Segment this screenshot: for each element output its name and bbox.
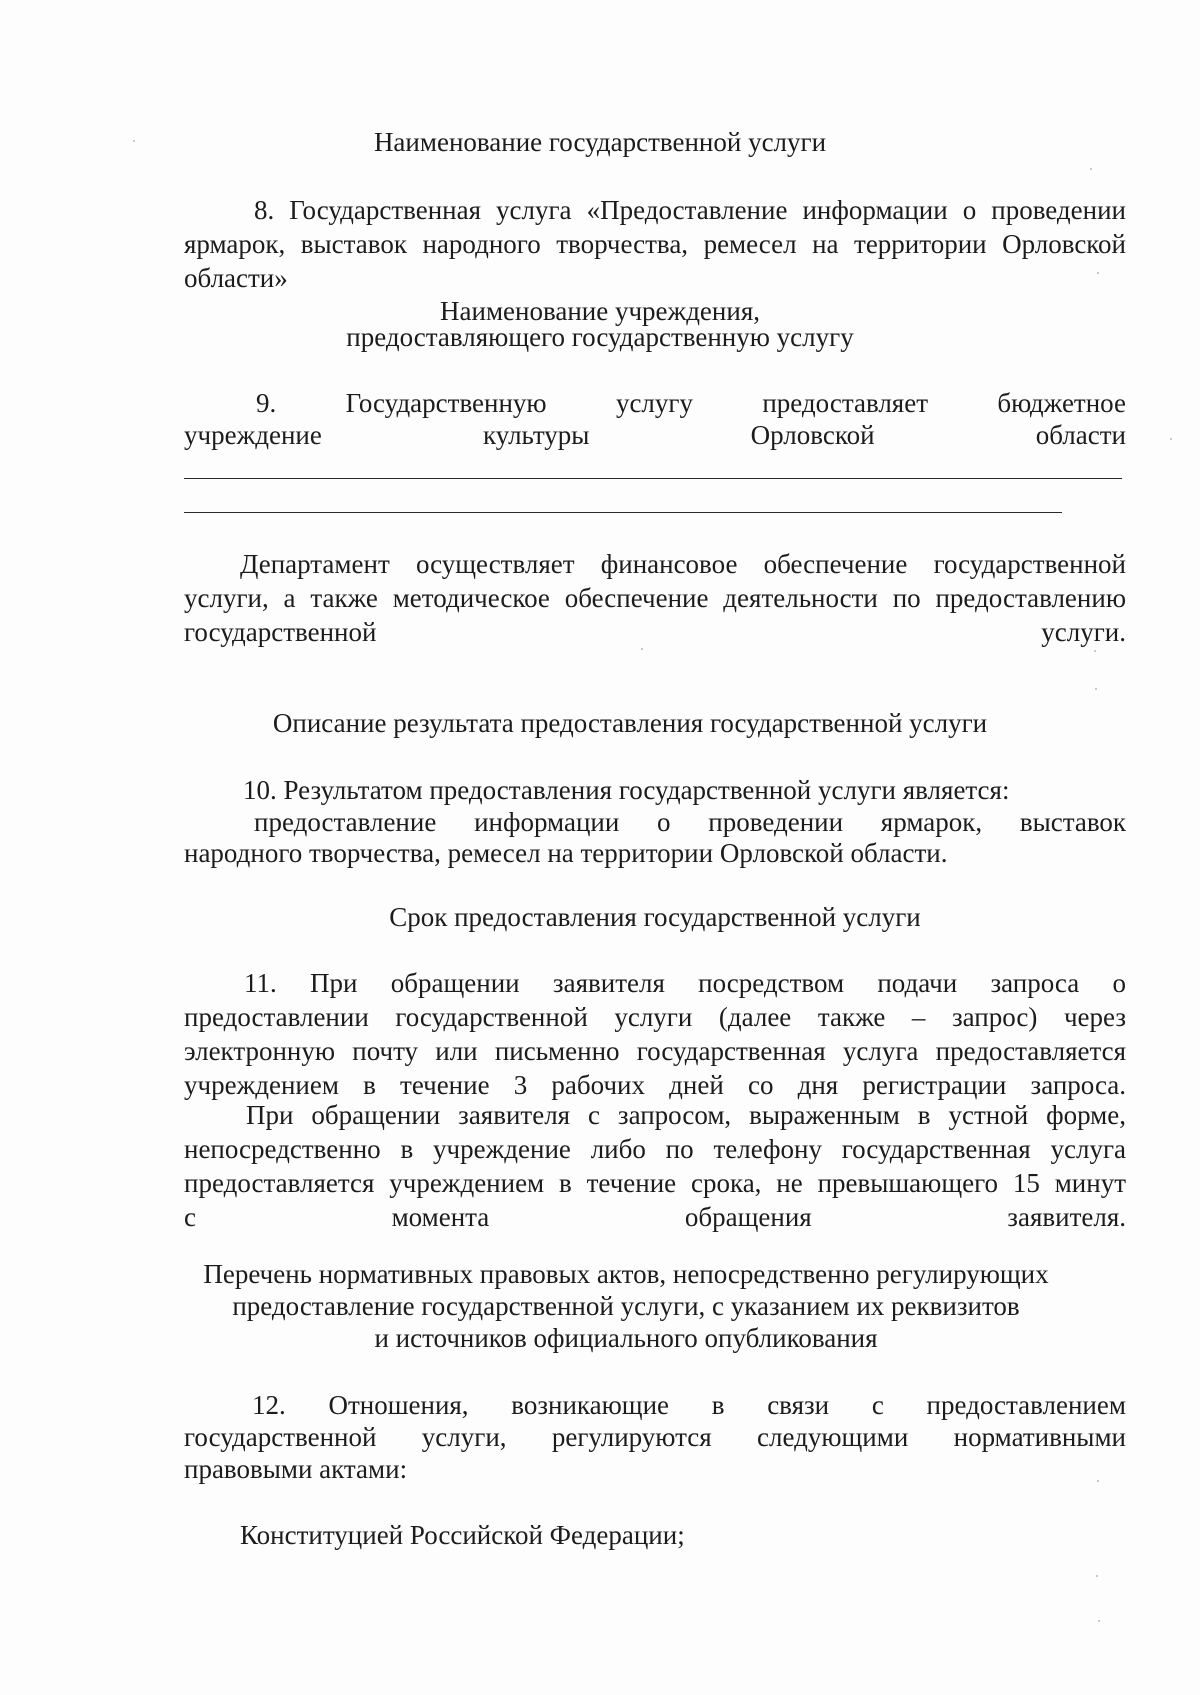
heading-institution-line: предоставляющего государственную услугу	[346, 322, 854, 352]
paragraph-11-line: учреждением в течение 3 рабочих дней со дня регистрации запроса.	[184, 1070, 1126, 1100]
scan-speck	[1090, 168, 1092, 170]
paragraph-9-word: услугу	[615, 388, 693, 418]
paragraph-8-line: области»	[184, 263, 288, 293]
paragraph-department	[184, 547, 1126, 649]
scan-speck	[1170, 438, 1172, 440]
paragraph-9-word: бюджетное	[997, 388, 1126, 418]
paragraph-10-line: 10. Результатом предоставления государственной услуги является:	[243, 775, 1010, 805]
paragraph-12-line-1	[252, 1388, 1126, 1422]
paragraph-12-line-2	[184, 1420, 1126, 1454]
paragraph-12-word: с	[871, 1390, 884, 1420]
scan-speck	[1095, 688, 1097, 690]
paragraph-11	[184, 966, 1126, 1102]
paragraph-10-line-text: предоставление информации о проведении ярмарок, выставок	[254, 807, 1126, 837]
paragraph-9-word: 9.	[256, 388, 277, 418]
paragraph-10-line	[254, 805, 1126, 839]
paragraph-12-word: Отношения,	[328, 1390, 469, 1420]
paragraph-12-word: регулируются	[551, 1422, 712, 1452]
paragraph-department-line: Департамент осуществляет финансовое обеспечение государственной	[240, 549, 1126, 579]
paragraph-9-word: области	[1035, 420, 1126, 450]
heading-institution-line: Наименование учреждения,	[440, 296, 760, 326]
paragraph-11b-line: непосредственно в учреждение либо по телефону государственная услуга	[184, 1134, 1126, 1164]
paragraph-11b	[184, 1098, 1126, 1234]
paragraph-11b-line: с момента обращения заявителя.	[184, 1202, 1126, 1232]
paragraph-12-word: связи	[767, 1390, 830, 1420]
paragraph-12-word: предоставлением	[926, 1390, 1126, 1420]
paragraph-12-word: в	[711, 1390, 725, 1420]
heading-result: Описание результата предоставления государственной услуги	[272, 708, 988, 738]
paragraph-8-line: 8. Государственная услуга «Предоставление информации о проведении	[254, 195, 1126, 225]
heading-term: Срок предоставления государственной услуги	[389, 902, 921, 932]
paragraph-11b-line: предоставляется учреждением в течение срока, не превышающего 15 минут	[184, 1168, 1126, 1198]
paragraph-11-line: электронную почту или письменно государственная услуга предоставляется	[184, 1036, 1126, 1066]
paragraph-8-line: ярмарок, выставок народного творчества, ремесел на территории Орловской	[184, 229, 1126, 259]
paragraph-9-word: Государственную	[345, 388, 547, 418]
paragraph-12-word: следующими	[757, 1422, 909, 1452]
paragraph-11-line: 11. При обращении заявителя посредством подачи запроса о	[244, 968, 1126, 998]
paragraph-department-line: государственной услуги.	[184, 617, 1126, 647]
scan-speck	[1094, 650, 1096, 652]
scan-speck	[1096, 1575, 1098, 1577]
scan-speck	[1097, 1480, 1099, 1482]
paragraph-department-line: услуги, а также методическое обеспечение деятельности по предоставлению	[184, 583, 1126, 613]
paragraph-11b-line: При обращении заявителя с запросом, выраженным в устной форме,	[246, 1100, 1126, 1130]
heading-acts-line: и источников официального опубликования	[374, 1323, 878, 1353]
paragraph-12-word: услуги,	[421, 1422, 507, 1452]
paragraph-9-word: культуры	[483, 420, 590, 450]
heading-service-name: Наименование государственной услуги	[373, 127, 827, 157]
paragraph-12-word: нормативными	[953, 1422, 1126, 1452]
paragraph-9-word: учреждение	[184, 420, 322, 450]
paragraph-11-line: предоставлении государственной услуги (далее также – запрос) через	[184, 1002, 1126, 1032]
paragraph-9-line-2	[184, 418, 1126, 452]
heading-acts-line: предоставление государственной услуги, с указанием их реквизитов	[232, 1291, 1020, 1321]
blank-underline	[184, 478, 1122, 479]
heading-acts-line: Перечень нормативных правовых актов, непосредственно регулирующих	[203, 1259, 1049, 1289]
blank-underline	[184, 512, 1062, 513]
paragraph-9-line-1	[256, 386, 1126, 420]
paragraph-9-word: предоставляет	[762, 388, 929, 418]
item-constitution: Конституцией Российской Федерации;	[240, 1520, 685, 1550]
paragraph-8	[184, 193, 1126, 295]
paragraph-12-word: возникающие	[511, 1390, 669, 1420]
scan-speck	[1098, 1620, 1100, 1622]
paragraph-12-word: государственной	[184, 1422, 377, 1452]
paragraph-9-word: Орловской	[750, 420, 875, 450]
paragraph-12-line: правовыми актами:	[184, 1454, 408, 1484]
paragraph-10-line: народного творчества, ремесел на территории Орловской области.	[184, 838, 948, 868]
paragraph-12-word: 12.	[252, 1390, 286, 1420]
